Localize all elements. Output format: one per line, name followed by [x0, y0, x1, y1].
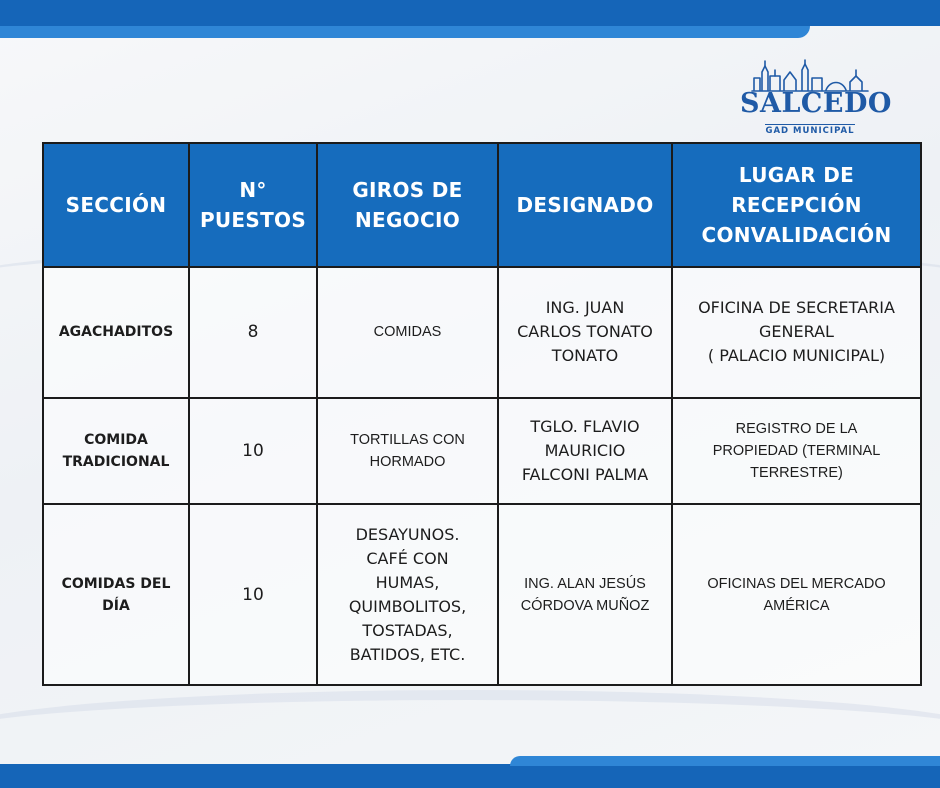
table-header-row [43, 143, 921, 267]
cell-puestos: 10 [189, 398, 317, 505]
cell-designado: ING. ALAN JESÚS CÓRDOVA MUÑOZ [498, 504, 672, 685]
bottom-decorative-bar [0, 764, 940, 788]
header-giros: GIROS DE NEGOCIO [317, 143, 498, 267]
cell-giros: COMIDAS [317, 267, 498, 398]
header-lugar: LUGAR DE RECEPCIÓN CONVALIDACIÓN [672, 143, 921, 267]
cell-puestos: 8 [189, 267, 317, 398]
cell-designado: TGLO. FLAVIO MAURICIO FALCONI PALMA [498, 398, 672, 505]
cell-puestos: 10 [189, 504, 317, 685]
city-skyline-icon [750, 58, 870, 92]
top-bar-light-band [0, 26, 810, 38]
bottom-bar-light-band [510, 756, 940, 766]
cell-giros: DESAYUNOS. CAFÉ CON HUMAS, QUIMBOLITOS, TOSTADAS, BATIDOS, ETC. [317, 504, 498, 685]
brand-subtitle: GAD MUNICIPAL [765, 126, 855, 136]
salcedo-logo [740, 58, 892, 136]
top-decorative-bar [0, 0, 940, 38]
cell-seccion: AGACHADITOS [43, 267, 189, 398]
cell-lugar: OFICINA DE SECRETARIA GENERAL ( PALACIO MUNICIPAL) [672, 267, 921, 398]
brand-name: SALCEDO [740, 88, 892, 119]
cell-lugar: REGISTRO DE LA PROPIEDAD (TERMINAL TERRESTRE) [672, 398, 921, 505]
table-row [43, 267, 921, 398]
cell-seccion: COMIDA TRADICIONAL [43, 398, 189, 505]
header-designado: DESIGNADO [498, 143, 672, 267]
top-bar-dark-band [0, 0, 940, 26]
table-row [43, 398, 921, 505]
assignment-table [42, 142, 922, 686]
header-puestos: N° PUESTOS [189, 143, 317, 267]
cell-designado: ING. JUAN CARLOS TONATO TONATO [498, 267, 672, 398]
table-row [43, 504, 921, 685]
cell-seccion: COMIDAS DEL DÍA [43, 504, 189, 685]
cell-lugar: OFICINAS DEL MERCADO AMÉRICA [672, 504, 921, 685]
cell-giros: TORTILLAS CON HORMADO [317, 398, 498, 505]
header-seccion: SECCIÓN [43, 143, 189, 267]
